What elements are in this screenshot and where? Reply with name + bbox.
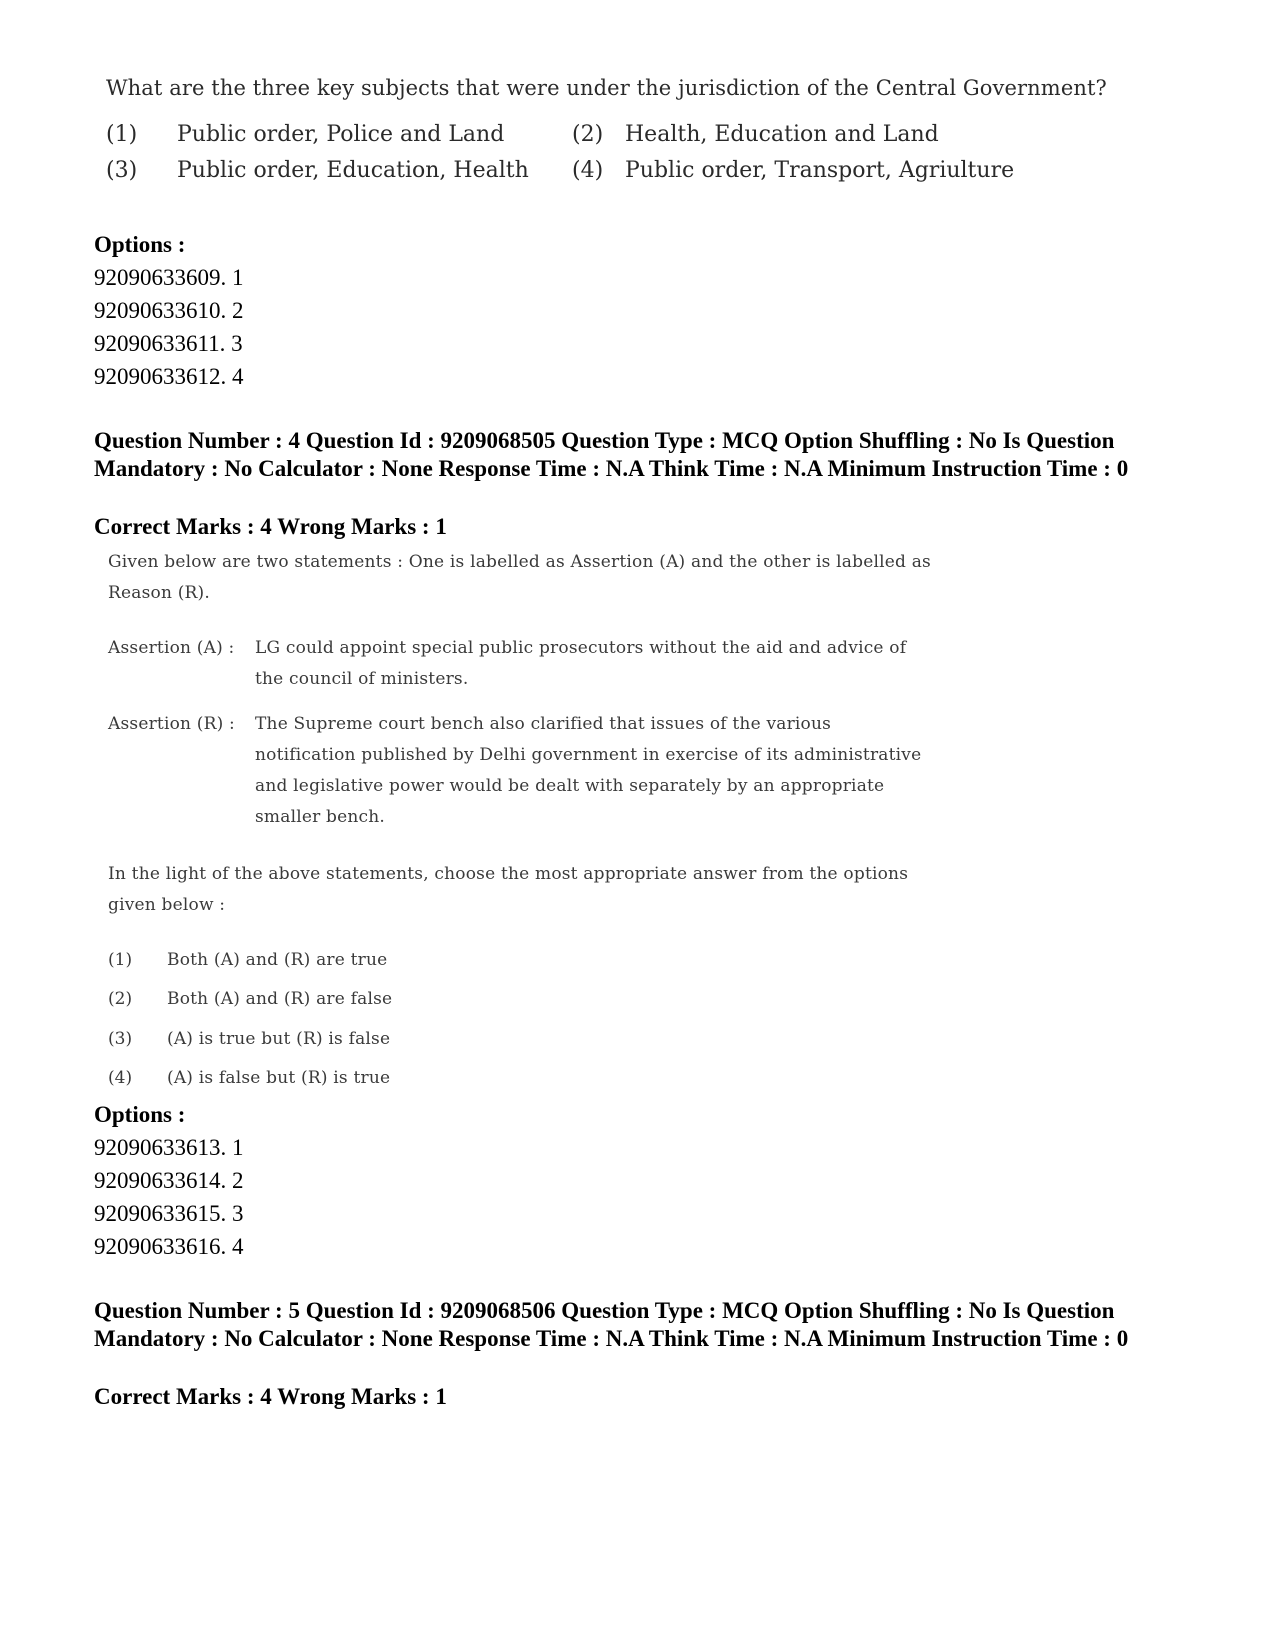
q4-choice-3-number: (3) — [108, 1029, 133, 1049]
q4-options-heading: Options : — [94, 1102, 186, 1127]
q3-option-1: 92090633609. 1 — [94, 265, 244, 290]
assertion-r-line-3: and legislative power would be dealt with separately by an appropriate — [255, 776, 885, 796]
q4-option-4: 92090633616. 4 — [94, 1234, 244, 1259]
q4-choice-3-text: (A) is true but (R) is false — [167, 1029, 391, 1049]
q3-choice-4-text: Public order, Transport, Agriulture — [625, 158, 1015, 183]
q4-choice-1-number: (1) — [108, 950, 133, 970]
q4-option-3: 92090633615. 3 — [94, 1201, 244, 1226]
q3-option-3: 92090633611. 3 — [94, 331, 243, 356]
q4-prompt-line-2: given below : — [108, 895, 226, 915]
q4-choice-4-text: (A) is false but (R) is true — [167, 1068, 391, 1088]
q3-choice-1-text: Public order, Police and Land — [177, 122, 505, 147]
question-3-text: What are the three key subjects that were under the jurisdiction of the Central Government? — [106, 76, 1107, 100]
q3-options-heading: Options : — [94, 232, 186, 257]
q3-choice-1-number: (1) — [106, 122, 138, 147]
q3-choice-2-text: Health, Education and Land — [625, 122, 939, 147]
question-4-metadata: Question Number : 4 Question Id : 9209068505 Question Type : MCQ Option Shuffling : No Is Question Mandatory : No Calculator : None Response Time : N.A Think Time : N.A Minimum Instruction Time : 0 — [94, 428, 1129, 481]
q4-prompt-line-1: In the light of the above statements, choose the most appropriate answer from the options — [108, 864, 909, 884]
q4-choice-4-number: (4) — [108, 1068, 133, 1088]
q3-option-2: 92090633610. 2 — [94, 298, 244, 323]
assertion-r-label: Assertion (R) : — [108, 714, 235, 734]
assertion-r-line-4: smaller bench. — [255, 807, 386, 827]
question-5-marks: Correct Marks : 4 Wrong Marks : 1 — [94, 1384, 447, 1409]
assertion-r-line-1: The Supreme court bench also clarified that issues of the various — [255, 714, 832, 734]
assertion-a-line-1: LG could appoint special public prosecutors without the aid and advice of — [255, 638, 907, 658]
assertion-r-line-2: notification published by Delhi government in exercise of its administrative — [255, 745, 922, 765]
q4-choice-1-text: Both (A) and (R) are true — [167, 950, 388, 970]
q3-choice-2-number: (2) — [572, 122, 604, 147]
q4-option-2: 92090633614. 2 — [94, 1168, 244, 1193]
assertion-a-label: Assertion (A) : — [108, 638, 235, 658]
q4-option-1: 92090633613. 1 — [94, 1135, 244, 1160]
q4-choice-2-number: (2) — [108, 989, 133, 1009]
q4-intro-line-1: Given below are two statements : One is labelled as Assertion (A) and the other is labelled as — [108, 552, 931, 572]
q3-option-4: 92090633612. 4 — [94, 364, 244, 389]
assertion-a-line-2: the council of ministers. — [255, 669, 469, 689]
q4-choice-2-text: Both (A) and (R) are false — [167, 989, 393, 1009]
q3-choice-3-text: Public order, Education, Health — [177, 158, 529, 183]
q3-choice-4-number: (4) — [572, 158, 604, 183]
q4-intro-line-2: Reason (R). — [108, 583, 210, 603]
question-5-metadata: Question Number : 5 Question Id : 9209068506 Question Type : MCQ Option Shuffling : No Is Question Mandatory : No Calculator : None Response Time : N.A Think Time : N.A Minimum Instruction Time : 0 — [94, 1298, 1129, 1351]
q3-choice-3-number: (3) — [106, 158, 138, 183]
question-4-marks: Correct Marks : 4 Wrong Marks : 1 — [94, 514, 447, 539]
